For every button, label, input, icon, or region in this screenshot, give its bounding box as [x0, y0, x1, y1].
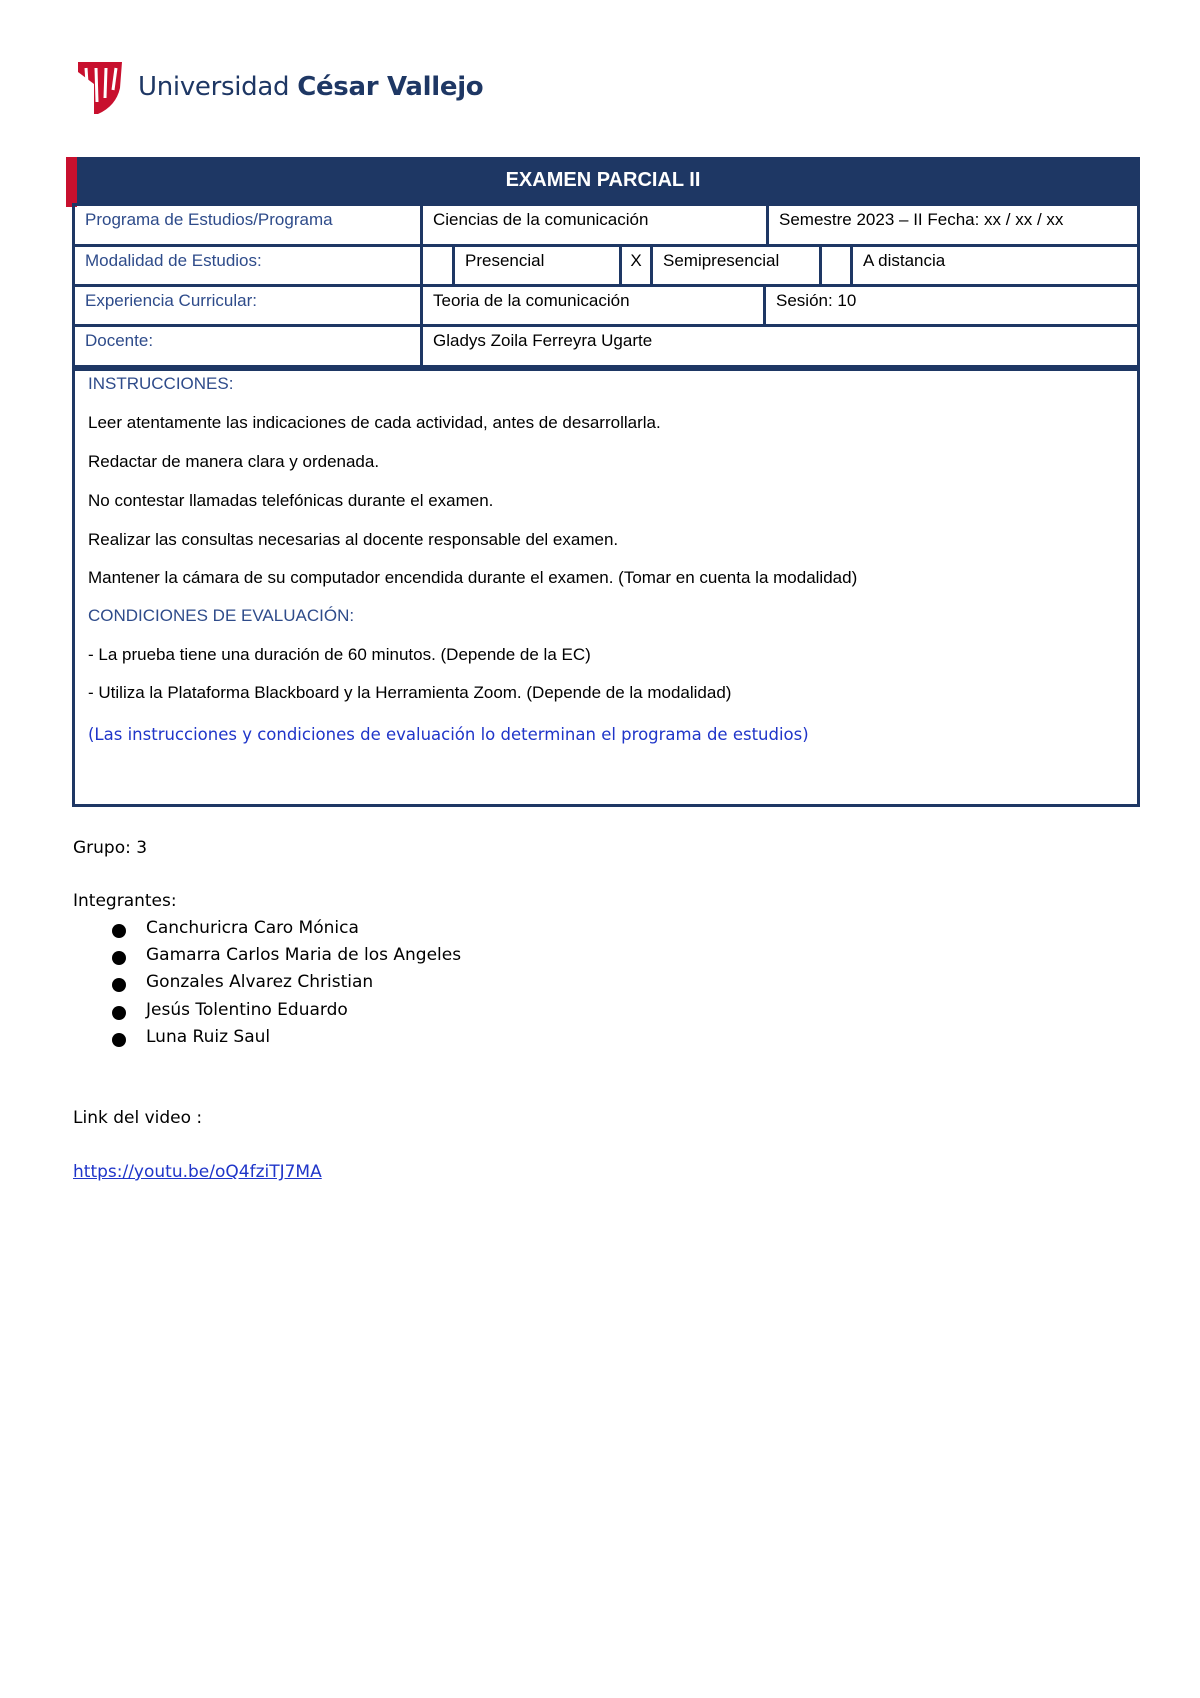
presencial-label: Presencial	[452, 244, 622, 287]
row-modalidad	[72, 244, 1140, 287]
semestre-fecha: Semestre 2023 – II Fecha: xx / xx / xx	[766, 203, 1140, 247]
distancia-label: A distancia	[850, 244, 1140, 287]
instructions-box	[72, 368, 1140, 807]
row-programa	[72, 203, 1140, 247]
instrucciones-heading: INSTRUCCIONES:	[88, 374, 234, 393]
bullet-icon	[112, 1033, 126, 1047]
video-link-line	[73, 1162, 322, 1182]
video-label: Link del video :	[73, 1108, 203, 1128]
university-shield-icon	[76, 58, 124, 116]
integrantes-label: Integrantes:	[73, 891, 177, 911]
distancia-checkbox[interactable]	[819, 244, 853, 287]
modalidad-label: Modalidad de Estudios:	[72, 244, 423, 287]
instruccion-item: Leer atentamente las indicaciones de cada actividad, antes de desarrollarla.	[88, 413, 661, 432]
instruccion-item: Mantener la cámara de su computador encendida durante el examen. (Tomar en cuenta la modalidad)	[88, 568, 858, 587]
bullet-icon	[112, 1006, 126, 1020]
docente-label: Docente:	[72, 324, 423, 368]
condicion-item: - La prueba tiene una duración de 60 minutos. (Depende de la EC)	[88, 645, 591, 664]
bullet-icon	[112, 951, 126, 965]
programa-label: Programa de Estudios/Programa	[72, 203, 423, 247]
instruccion-item: No contestar llamadas telefónicas durante el examen.	[88, 491, 494, 510]
experiencia-value: Teoria de la comunicación	[420, 284, 766, 327]
row-docente	[72, 324, 1140, 368]
experiencia-label: Experiencia Curricular:	[72, 284, 423, 327]
university-logo	[76, 58, 483, 116]
presencial-checkbox[interactable]	[420, 244, 455, 287]
exam-title: EXAMEN PARCIAL II	[505, 169, 701, 191]
instruccion-item: Realizar las consultas necesarias al docente responsable del examen.	[88, 530, 619, 549]
sesion-value: Sesión: 10	[763, 284, 1140, 327]
instruccion-item: Redactar de manera clara y ordenada.	[88, 452, 380, 471]
condicion-item: - Utiliza la Plataforma Blackboard y la Herramienta Zoom. (Depende de la modalidad)	[88, 683, 732, 702]
bullet-icon	[112, 978, 126, 992]
programa-value: Ciencias de la comunicación	[420, 203, 769, 247]
grupo-line	[73, 838, 147, 858]
semipresencial-checkbox[interactable]: X	[619, 244, 653, 287]
instrucciones-note: (Las instrucciones y condiciones de evaluación lo determinan el programa de estudios)	[88, 725, 809, 744]
bullet-icon	[112, 924, 126, 938]
condiciones-heading: CONDICIONES DE EVALUACIÓN:	[88, 606, 355, 625]
university-name: Universidad César Vallejo	[138, 72, 484, 102]
row-experiencia	[72, 284, 1140, 327]
semipresencial-label: Semipresencial	[650, 244, 822, 287]
video-link[interactable]: https://youtu.be/oQ4fziTJ7MA	[73, 1162, 322, 1182]
docente-value: Gladys Zoila Ferreyra Ugarte	[420, 324, 1140, 368]
grupo-value: 3	[136, 838, 148, 858]
grupo-label: Grupo:	[73, 838, 131, 858]
